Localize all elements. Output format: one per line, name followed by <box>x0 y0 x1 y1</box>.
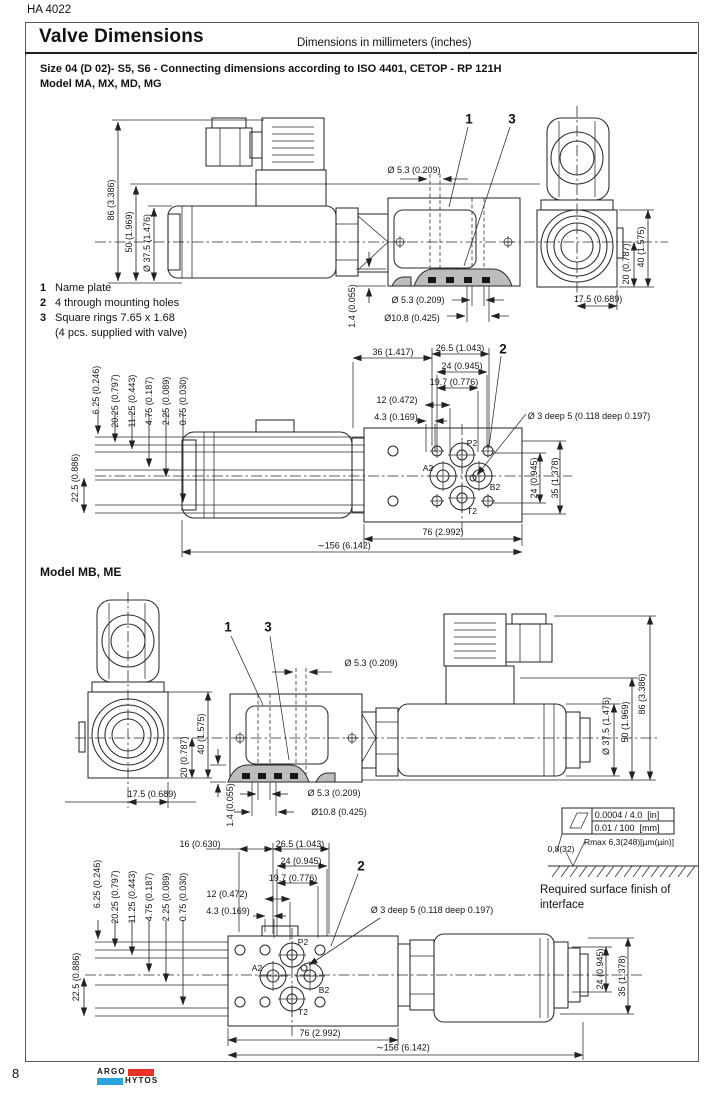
d1-dim-5-3-bottom: Ø 5.3 (0.209) <box>391 295 445 305</box>
d2-dim-4-3: 4.3 (0.169) <box>206 906 250 916</box>
model2-heading: Model MB, ME <box>40 565 122 579</box>
d2-dim-1-4: 1.4 (0.055) <box>225 783 235 827</box>
d2-dim-19-7: 19.7 (0.776) <box>268 873 318 883</box>
d1-dim-11-25: 11.25 (0.443) <box>127 374 137 428</box>
surface-caption-line1: Required surface finish of <box>540 884 671 896</box>
d2-dim-20-25: 20.25 (0.797) <box>110 870 120 924</box>
d2-dim-4-75: 4.75 (0.187) <box>144 872 154 922</box>
d1-dim-17-5: 17.5 (0.689) <box>573 294 623 304</box>
d1-dim-35: 35 (1.378) <box>550 457 560 499</box>
d2-dim-76: 76 (2.992) <box>299 1028 341 1038</box>
d2-port-a2: A2 <box>251 963 263 973</box>
d1-dim-10-8: Ø10.8 (0.425) <box>384 313 440 323</box>
page-title: Valve Dimensions <box>39 26 204 47</box>
d1-dim-50: 50 (1.969) <box>124 211 134 253</box>
d2-dim-50: 50 (1.969) <box>620 701 630 743</box>
d2-callout-2: 2 <box>357 858 365 874</box>
d2-dim-37-5: Ø 37.5 (1.476) <box>601 696 611 756</box>
d1-dim-22-5: 22.5 (0.886) <box>70 453 80 503</box>
note-3-cont-text: (4 pcs. supplied with valve) <box>55 327 188 339</box>
d2-dim-20: 20 (0.787) <box>179 736 189 778</box>
d2-dim-hole-depth: Ø 3 deep 5 (0.118 deep 0.197) <box>370 905 494 915</box>
logo-text-argo: ARGO <box>97 1067 126 1076</box>
d1-dim-4-3: 4.3 (0.169) <box>374 412 418 422</box>
surface-tol-in-value: 0.0004 / 4.0 <box>594 810 643 820</box>
logo-row-top <box>97 1068 158 1076</box>
d2-dim-2-25: 2.25 (0.089) <box>161 872 171 922</box>
d2-side-view <box>65 592 660 816</box>
d2-port-b2: B2 <box>318 985 330 995</box>
d2-dim-24-right: 24 (0.945) <box>595 948 605 990</box>
note-3-num: 3 <box>40 312 47 324</box>
d2-dim-6-25: 6.25 (0.246) <box>92 859 102 909</box>
d1-port-t2: T2 <box>467 506 477 516</box>
d2-callout-1: 1 <box>224 619 232 635</box>
surface-tolerance-mm <box>594 823 659 833</box>
d1-dim-26-5: 26.5 (1.043) <box>435 343 485 353</box>
surface-unit-in: [in] <box>647 810 660 820</box>
logo-text-hytos: HYTOS <box>125 1076 159 1085</box>
logo-blue-block <box>97 1078 123 1085</box>
d1-dim-156: ∼156 (6.142) <box>317 540 371 551</box>
d1-dim-0-75: 0.75 (0.030) <box>178 376 188 426</box>
d2-dim-16: 16 (0.630) <box>179 839 221 849</box>
logo-row-bottom <box>97 1077 158 1085</box>
note-3-text: Square rings 7.65 x 1.68 <box>55 312 175 324</box>
d1-port-b2: B2 <box>489 482 501 492</box>
d1-end-view <box>537 106 654 310</box>
d2-dim-40: 40 (1.575) <box>196 713 206 755</box>
d1-port-p2: P2 <box>466 438 478 448</box>
d2-port-p2: P2 <box>297 937 309 947</box>
d1-dim-24-top: 24 (0.945) <box>441 361 483 371</box>
d2-dim-0-75: 0.75 (0.030) <box>178 872 188 922</box>
d2-dim-26-5: 26.5 (1.043) <box>275 839 325 849</box>
d1-dim-6-25: 6.25 (0.246) <box>91 365 101 415</box>
section-title-line2: Model MA, MX, MD, MG <box>40 78 162 90</box>
d1-side-view <box>95 118 668 322</box>
d1-port-a2: A2 <box>422 463 434 473</box>
doc-code: HA 4022 <box>27 4 72 16</box>
units-note: Dimensions in millimeters (inches) <box>297 37 472 49</box>
page-number: 8 <box>12 1066 20 1081</box>
d1-dim-19-7: 19.7 (0.776) <box>429 377 479 387</box>
d1-callout-2: 2 <box>499 341 507 357</box>
note-1-num: 1 <box>40 282 47 294</box>
argo-hytos-logo <box>97 1068 158 1086</box>
note-1 <box>40 282 111 294</box>
d2-dim-17-5: 17.5 (0.689) <box>127 789 177 799</box>
d1-dim-12: 12 (0.472) <box>376 395 418 405</box>
d1-dim-5-3-top: Ø 5.3 (0.209) <box>387 165 441 175</box>
d2-dim-86: 86 (3.386) <box>637 673 647 715</box>
surface-tol-mm-value: 0.01 / 100 <box>594 823 635 833</box>
d2-dim-12: 12 (0.472) <box>206 889 248 899</box>
d1-dim-24-right: 24 (0.945) <box>529 457 539 499</box>
surface-rmax: Rmax 6,3(248)[µm(µin)] <box>583 837 675 847</box>
surface-tolerance-in <box>595 810 660 820</box>
d2-dim-10-8: Ø10.8 (0.425) <box>311 807 367 817</box>
d1-dim-4-75: 4.75 (0.187) <box>144 376 154 426</box>
d2-dim-5-3-top: Ø 5.3 (0.209) <box>344 658 398 668</box>
logo-red-block <box>128 1069 154 1076</box>
note-1-text: Name plate <box>55 282 112 294</box>
d2-port-t2: T2 <box>298 1007 308 1017</box>
d2-callout-3: 3 <box>264 619 272 635</box>
section-title-line1: Size 04 (D 02)- S5, S6 - Connecting dimensions according to ISO 4401, CETOP - RP 121H <box>40 63 502 75</box>
d2-dim-22-5: 22.5 (0.886) <box>71 952 81 1002</box>
d1-dim-2-25: 2.25 (0.089) <box>161 376 171 426</box>
d2-dim-35: 35 (1.378) <box>617 955 627 997</box>
surface-roughness: 0,8(32) <box>547 844 575 854</box>
note-3-continued <box>55 327 187 339</box>
d1-dim-76: 76 (2.992) <box>422 527 464 537</box>
d2-dim-156: ∼156 (6.142) <box>376 1042 430 1053</box>
surface-unit-mm: [mm] <box>639 823 660 833</box>
d1-dim-20: 20 (0.787) <box>621 243 631 285</box>
d1-dim-40: 40 (1.575) <box>636 226 646 268</box>
d1-dim-37-5: Ø 37.5 (1.476) <box>142 213 152 273</box>
d1-dim-1-4: 1.4 (0.055) <box>347 284 357 328</box>
note-2 <box>40 297 179 309</box>
note-2-text: 4 through mounting holes <box>55 297 180 309</box>
d1-dim-86: 86 (3.386) <box>106 179 116 221</box>
note-3 <box>40 312 175 324</box>
d2-dim-24-top: 24 (0.945) <box>280 856 322 866</box>
d2-dim-11-25: 11.25 (0.443) <box>127 870 137 924</box>
d1-dim-hole-depth: Ø 3 deep 5 (0.118 deep 0.197) <box>527 411 651 421</box>
d1-dim-20-25: 20.25 (0.797) <box>110 374 120 428</box>
surface-caption-line2: interface <box>540 899 585 911</box>
d1-bottom-view <box>84 348 572 557</box>
d1-callout-3: 3 <box>508 111 516 127</box>
d1-callout-1: 1 <box>465 111 473 127</box>
d2-dim-5-3-bottom: Ø 5.3 (0.209) <box>307 788 361 798</box>
d1-dim-36: 36 (1.417) <box>372 347 414 357</box>
note-2-num: 2 <box>40 297 47 309</box>
